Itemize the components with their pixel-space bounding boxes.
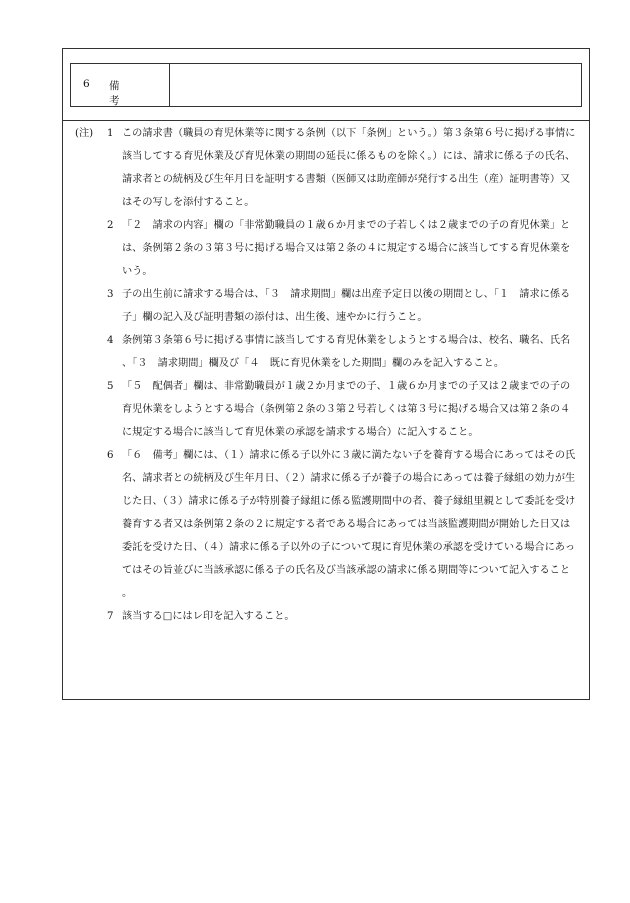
- note-text: 該当する□にはレ印を記入すること。: [122, 611, 295, 622]
- note-text: 「５ 配偶者」欄は、非常勤職員が１歳２か月までの子、１歳６か月までの子又は２歳までの子の育児休業をしようとする場合（条例第２条の３第２号若しくは第３号に掲げる場合又は第２条の４に規定する場合に該当して育児休業の承認を請求する場合）に記入すること。: [122, 381, 571, 438]
- note-number: 7: [107, 611, 114, 622]
- section-divider: [63, 120, 589, 121]
- note-text: 条例第３条第６号に掲げる事情に該当してする育児休業をしようとする場合は、校名、職名、氏名、「３ 請求期間」欄及び「４ 既に育児休業をした期間」欄のみを記入すること。: [122, 335, 571, 369]
- note-text: 「６ 備考」欄には、（１）請求に係る子以外に３歳に満たない子を養育する場合にあってはその氏名、請求者との続柄及び生年月日、（２）請求に係る子が養子の場合にあっては養子縁組の効力が生じた日、（３）請求に係る子が特別養子縁組に係る監護期間中の者、養子縁組里親として委託を受け養育する者又は条例第２条の２に規定する者である場合にあっては当該監護期間が開始した日又は委託を受けた日、（４）請求に係る子以外の子について現に育児休業の承認を受けている場合にあってはその旨並びに当該承認に係る子の氏名及び当該承認の請求に係る期間等について記入すること。: [122, 450, 576, 599]
- note-number: 1: [107, 128, 114, 139]
- note-item: [63, 214, 589, 283]
- remarks-input[interactable]: [170, 64, 581, 106]
- remarks-label: 備考: [109, 80, 146, 107]
- form-frame: [62, 48, 590, 700]
- note-item: [63, 605, 589, 628]
- note-number: 2: [107, 220, 114, 231]
- note-item: [63, 444, 589, 605]
- note-text: 「２ 請求の内容」欄の「非常勤職員の１歳６か月までの子若しくは２歳までの子の育児休業」とは、条例第２条の３第３号に掲げる場合又は第２条の４に規定する場合に該当してする育児休業をいう。: [122, 220, 571, 277]
- note-number: 4: [107, 335, 114, 346]
- note-number: 5: [107, 381, 114, 392]
- note-item: [63, 329, 589, 375]
- note-number: 3: [107, 289, 114, 300]
- note-text: この請求書（職員の育児休業等に関する条例（以下「条例」という。）第３条第６号に掲げる事情に該当してする育児休業及び育児休業の期間の延長に係るものを除く。）には、請求に係る子の氏名、請求者との続柄及び生年月日を証明する書類（医師又は助産師が発行する出生（産）証明書等）又はその写しを添付すること。: [122, 128, 576, 208]
- note-text: 子の出生前に請求する場合は、「３ 請求期間」欄は出産予定日以後の期間とし、「１ 請求に係る子」欄の記入及び証明書類の添付は、出生後、速やかに行うこと。: [122, 289, 571, 323]
- notes-marker: (注): [75, 128, 94, 139]
- note-item: [63, 283, 589, 329]
- notes-section: [63, 122, 589, 628]
- remarks-row: [70, 63, 582, 107]
- remarks-label-cell: [71, 64, 170, 106]
- note-item: [63, 375, 589, 444]
- note-number: 6: [107, 450, 114, 461]
- note-item: [63, 122, 589, 214]
- remarks-number: 6: [83, 78, 90, 90]
